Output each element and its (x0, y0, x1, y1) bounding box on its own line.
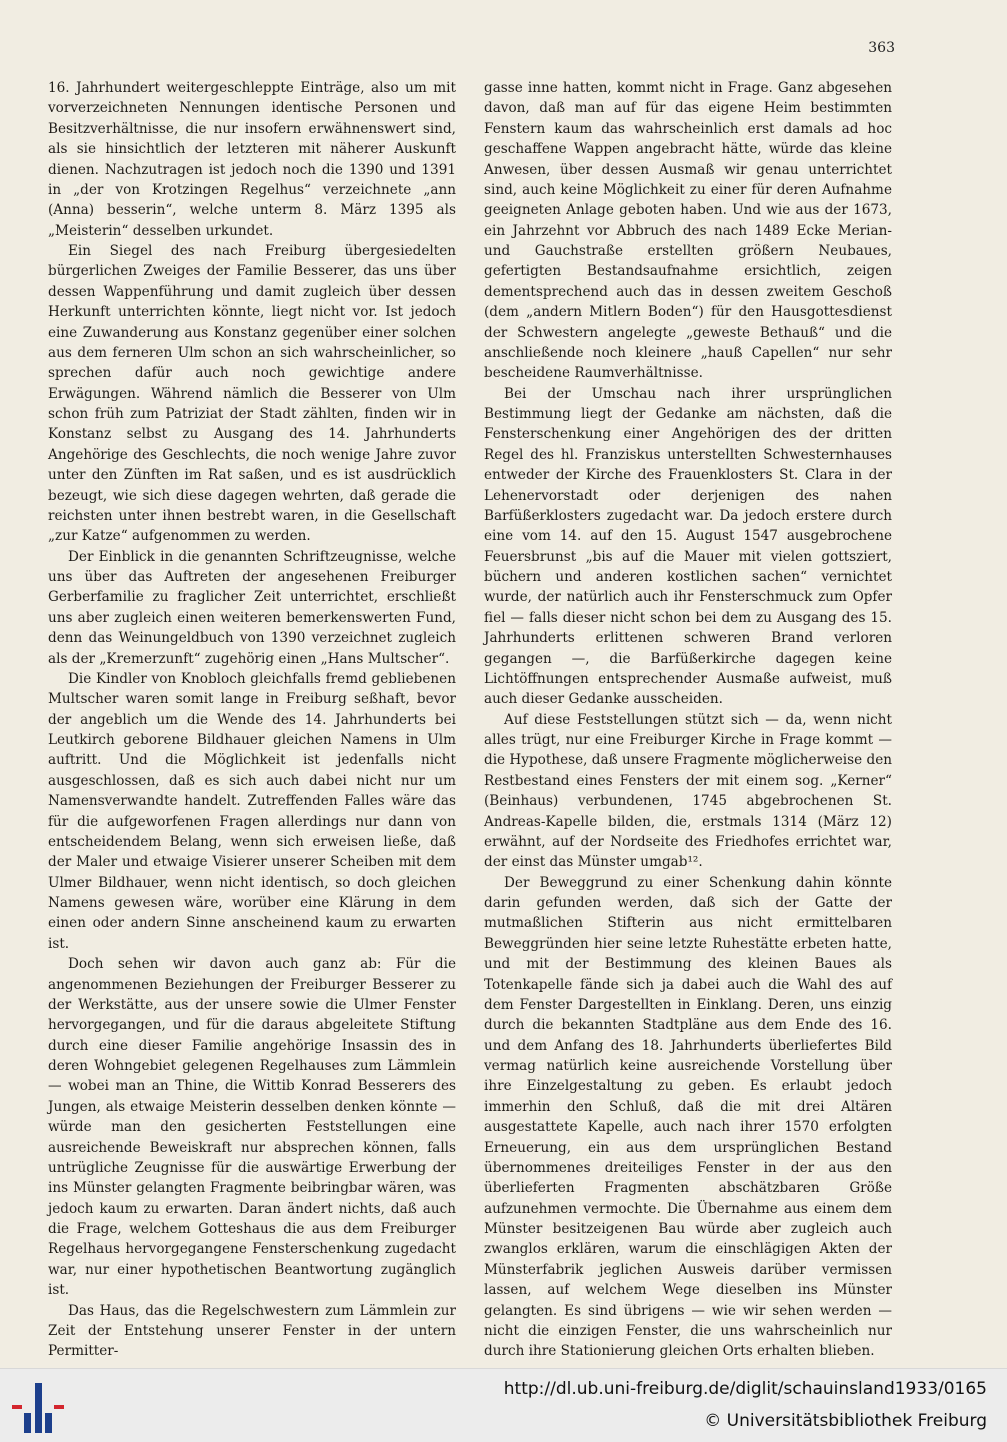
ub-freiburg-logo-icon (12, 1383, 64, 1433)
paragraph: gasse inne hatten, kommt nicht in Frage. Ganz abgesehen davon, daß man auf für das eigene Heim bestimmten Fenstern kaum das wahrscheinlich erst damals ad hoc geschaffene Wappen angebracht hätte, würde das kleine Anwesen, über dessen Ausmaß wir genau unterrichtet sind, auch keine Möglichkeit zu einer für deren Aufnahme geeigneten Anlage geboten haben. Und wie aus der 1673, ein Jahrzehnt vor Abbruch des nach 1489 Ecke Merian- und Gauchstraße erstellten größern Neubaues, gefertigten Bestandsaufnahme ersichtlich, zeigen dementsprechend auch das in dessen zweitem Geschoß (dem „andern Mitlern Boden“) für den Hausgottesdienst der Schwestern angelegte „geweste Bethauß“ und die anschließende noch kleinere „hauß Capellen“ nur sehr bescheidene Raumverhältnisse. (484, 80, 892, 382)
viewer-footer (0, 1368, 1007, 1442)
paragraph: 16. Jahrhundert weitergeschleppte Einträge, also um mit vorverzeichneten Nennungen identische Personen und Besitzverhältnisse, die nur insofern erwähnenswert sind, als sie hinsichtlich der letzteren mit näherer Auskunft dienen. Nachzutragen ist jedoch noch die 1390 und 1391 in „der von Krotzingen Regelhus“ verzeichnete „ann (Anna) besserin“, welche unterm 8. März 1395 als „Meisterin“ desselben urkundet. (48, 80, 456, 239)
permalink-url[interactable]: http://dl.ub.uni-freiburg.de/diglit/schauinsland1933/0165 (503, 1379, 987, 1399)
copyright-notice: © Universitätsbibliothek Freiburg (704, 1411, 987, 1431)
left-column (48, 78, 456, 1362)
paragraph: Bei der Umschau nach ihrer ursprünglichen Bestimmung liegt der Gedanke am nächsten, daß die Fensterschenkung einer Angehörigen des der dritten Regel des hl. Franziskus unterstellten Schwesternhauses entweder der Kirche des Frauenklosters St. Clara in der Lehenervorstadt oder derjenigen des nahen Barfüßerklosters zugedacht war. Da jedoch erstere durch eine vom 14. auf den 15. August 1547 ausgebrochene Feuersbrunst „bis auf die Mauer mit vielen gottsziert, büchern und anderen kostlichen sachen“ vernichtet wurde, der natürlich auch ihr Fensterschmuck zum Opfer fiel — falls dieser nicht schon bei dem zu Ausgang des 15. Jahrhunderts erlittenen schweren Brand verloren gegangen —, die Barfüßerkirche dagegen keine Lichtöffnungen entsprechender Ausmaße aufweist, muß auch dieser Gedanke ausscheiden. (484, 385, 892, 708)
paragraph: Auf diese Feststellungen stützt sich — da, wenn nicht alles trügt, nur eine Freiburger Kirche in Frage kommt — die Hypothese, daß unsere Fragmente möglicherweise den Restbestand eines Fensters der mit einem sog. „Kerner“ (Beinhaus) verbundenen, 1745 abgebrochenen St. Andreas-Kapelle bilden, die, erstmals 1314 (März 12) erwähnt, auf der Nordseite des Friedhofes errichtet war, der einst das Münster umgab¹². (484, 711, 892, 871)
paragraph: Ein Siegel des nach Freiburg übergesiedelten bürgerlichen Zweiges der Familie Besserer, das uns über dessen Wappenführung und damit zugleich über dessen Herkunft unterrichten könnte, liegt nicht vor. Ist jedoch eine Zuwanderung aus Konstanz gegenüber einer solchen aus dem ferneren Ulm schon an sich wahrscheinlicher, so sprechen dafür auch noch gewichtige andere Erwägungen. Während nämlich die Besserer von Ulm schon früh zum Patriziat der Stadt zählten, finden wir in Konstanz selbst zu Ausgang des 14. Jahrhunderts Angehörige des Geschlechts, die noch wenige Jahre zuvor unter den Zünften im Rat saßen, und es ist ausdrücklich bezeugt, wie sich diese dagegen wehrten, daß gerade die reichsten unter ihnen bestrebt waren, in die Gesellschaft „zur Katze“ aufgenommen zu werden. (48, 243, 456, 545)
paragraph: Die Kindler von Knobloch gleichfalls fremd gebliebenen Multscher waren somit lange in Freiburg seßhaft, bevor der angeblich um die Wende des 14. Jahrhunderts bei Leutkirch geborene Bildhauer gleichen Namens in Ulm auftritt. Und die Möglichkeit ist jedenfalls nicht ausgeschlossen, daß es sich auch dabei nicht nur um Namensverwandte handelt. Zutreffenden Falles wäre das für die aufgeworfenen Fragen allerdings nur dann von entscheidendem Belang, wenn sich erweisen ließe, daß der Maler und etwaige Visierer unserer Scheiben mit dem Ulmer Bildhauer, wenn nicht identisch, so doch gleichen Namens gewesen wäre, worüber eine Klärung in dem einen oder andern Sinne anscheinend kaum zu erwarten ist. (48, 670, 456, 952)
page-number: 363 (868, 40, 895, 56)
paragraph: Das Haus, das die Regelschwestern zum Lämmlein zur Zeit der Entstehung unserer Fenster in der untern Permitter- (48, 1302, 456, 1360)
paragraph: Doch sehen wir davon auch ganz ab: Für die angenommenen Beziehungen der Freiburger Besserer zu der Werkstätte, aus der unsere sowie die Ulmer Fenster hervorgegangen, und für die daraus abgeleitete Stiftung durch eine dieser Familie angehörige Insassin des in deren Wohngebiet gelegenen Regelhauses zum Lämmlein — wobei man an Thine, die Wittib Konrad Besserers des Jungen, als etwaige Meisterin desselben denken könnte — würde man den gesicherten Feststellungen eine ausreichende Beweiskraft nur absprechen können, falls untrügliche Zeugnisse für die auswärtige Erwerbung der ins Münster gelangten Fragmente beibringbar wären, was jedoch kaum zu erwarten. Daran ändert nichts, daß auch die Frage, welchem Gotteshaus die aus dem Freiburger Regelhaus hervorgegangene Fensterschenkung zugedacht war, nur einer hypothetischen Beantwortung zugänglich ist. (48, 956, 456, 1299)
paragraph: Der Einblick in die genannten Schriftzeugnisse, welche uns über das Auftreten der angesehenen Freiburger Gerberfamilie zu fraglicher Zeit unterrichtet, erschließt uns aber zugleich einen weiteren bemerkenswerten Fund, denn das Weinungeldbuch von 1390 verzeichnet zugleich als der „Kremerzunft“ zugehörig einen „Hans Multscher“. (48, 548, 456, 667)
paragraph: Der Beweggrund zu einer Schenkung dahin könnte darin gefunden werden, daß sich der Gatte der mutmaßlichen Stifterin aus nicht ermittelbaren Beweggründen hier seine letzte Ruhestätte erbeten hatte, und mit der Bestimmung des kleinen Baues als Totenkapelle fände sich ja dabei auch die Wahl des auf dem Fenster Dargestellten in Einklang. Deren, uns einzig durch die bekannten Stadtpläne aus dem Ende des 16. und dem Anfang des 18. Jahrhunderts überliefertes Bild vermag natürlich keine ausreichende Vorstellung über ihre Einzelgestaltung zu geben. Es erlaubt jedoch immerhin den Schluß, daß die mit drei Altären ausgestattete Kapelle, auch nach ihrer 1570 erfolgten Erneuerung, ein aus dem ursprünglichen Bestand übernommenes dreiteiliges Fenster in der aus den überlieferten Fragmenten abschätzbaren Größe aufzunehmen vermochte. Die Übernahme aus einem dem Münster besitzeigenen Bau würde aber zugleich auch zwanglos erklären, warum die einschlägigen Akten der Münsterfabrik jeglichen Ausweis darüber vermissen lassen, auf welchem Wege dieselben ins Münster gelangten. Es sind übrigens — wie wir sehen werden — nicht die einzigen Fenster, die uns wahrscheinlich nur durch ihre Stationierung gleichen Orts erhalten blieben. (484, 874, 892, 1360)
right-column (484, 78, 892, 1362)
